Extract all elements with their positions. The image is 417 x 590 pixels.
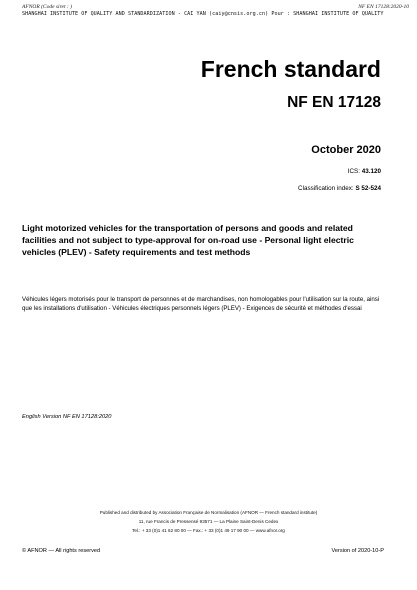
copyright-notice: © AFNOR — All rights reserved	[22, 548, 101, 554]
ics-line	[348, 168, 381, 175]
classification-label: Classification index:	[298, 185, 356, 192]
classification-line	[298, 185, 381, 192]
ics-label: ICS:	[347, 168, 362, 175]
english-title: Light motorized vehicles for the transportation of persons and goods and related facilities and not subject to type-approval for on-road use - Personal light electric vehicles (PLEV) - Safety requirements and test methods	[22, 223, 354, 257]
ics-value: 43.120	[361, 168, 381, 175]
french-title: Véhicules légers motorisés pour le transport de personnes et de marchandises, non homologables pour l'utilisation sur la route, ainsi que les installations d'utilisation - Véhicules électriques personnels légers (PLEV) - Exigences de sécurité et méthodes d'essai	[22, 296, 380, 312]
header-doc-ref: NF EN 17128:2020-10	[358, 4, 409, 10]
publication-date: October 2020	[311, 144, 381, 156]
standard-type: French standard	[200, 56, 381, 82]
publisher-line-1: Published and distributed by Association Française de Normalisation (AFNOR — French standard institute)	[99, 510, 318, 515]
standard-number: NF EN 17128	[287, 94, 381, 111]
header-source: AFNOR (Code siret : )	[22, 4, 72, 10]
publisher-address: 11, rue Francis de Pressensé 93571 — La Plaine Saint-Denis Cedex	[138, 519, 279, 524]
publisher-contact: Tel.: + 33 (0)1 41 62 80 00 — Fax.: + 33 (0)1 49 17 90 00 — www.afnor.org	[132, 528, 285, 533]
classification-value: S 52-524	[355, 185, 381, 192]
header-licence-line: SHANGHAI INSTITUTE OF QUALITY AND STANDARDIZATION - CAI YAN (caiy@cnsis.org.cn) Pour : SHANGHAI INSTITUTE OF QUALITY	[22, 11, 384, 17]
version-label: Version of 2020-10-P	[331, 548, 384, 554]
english-version-note: English Version NF EN 17128:2020	[22, 414, 112, 420]
